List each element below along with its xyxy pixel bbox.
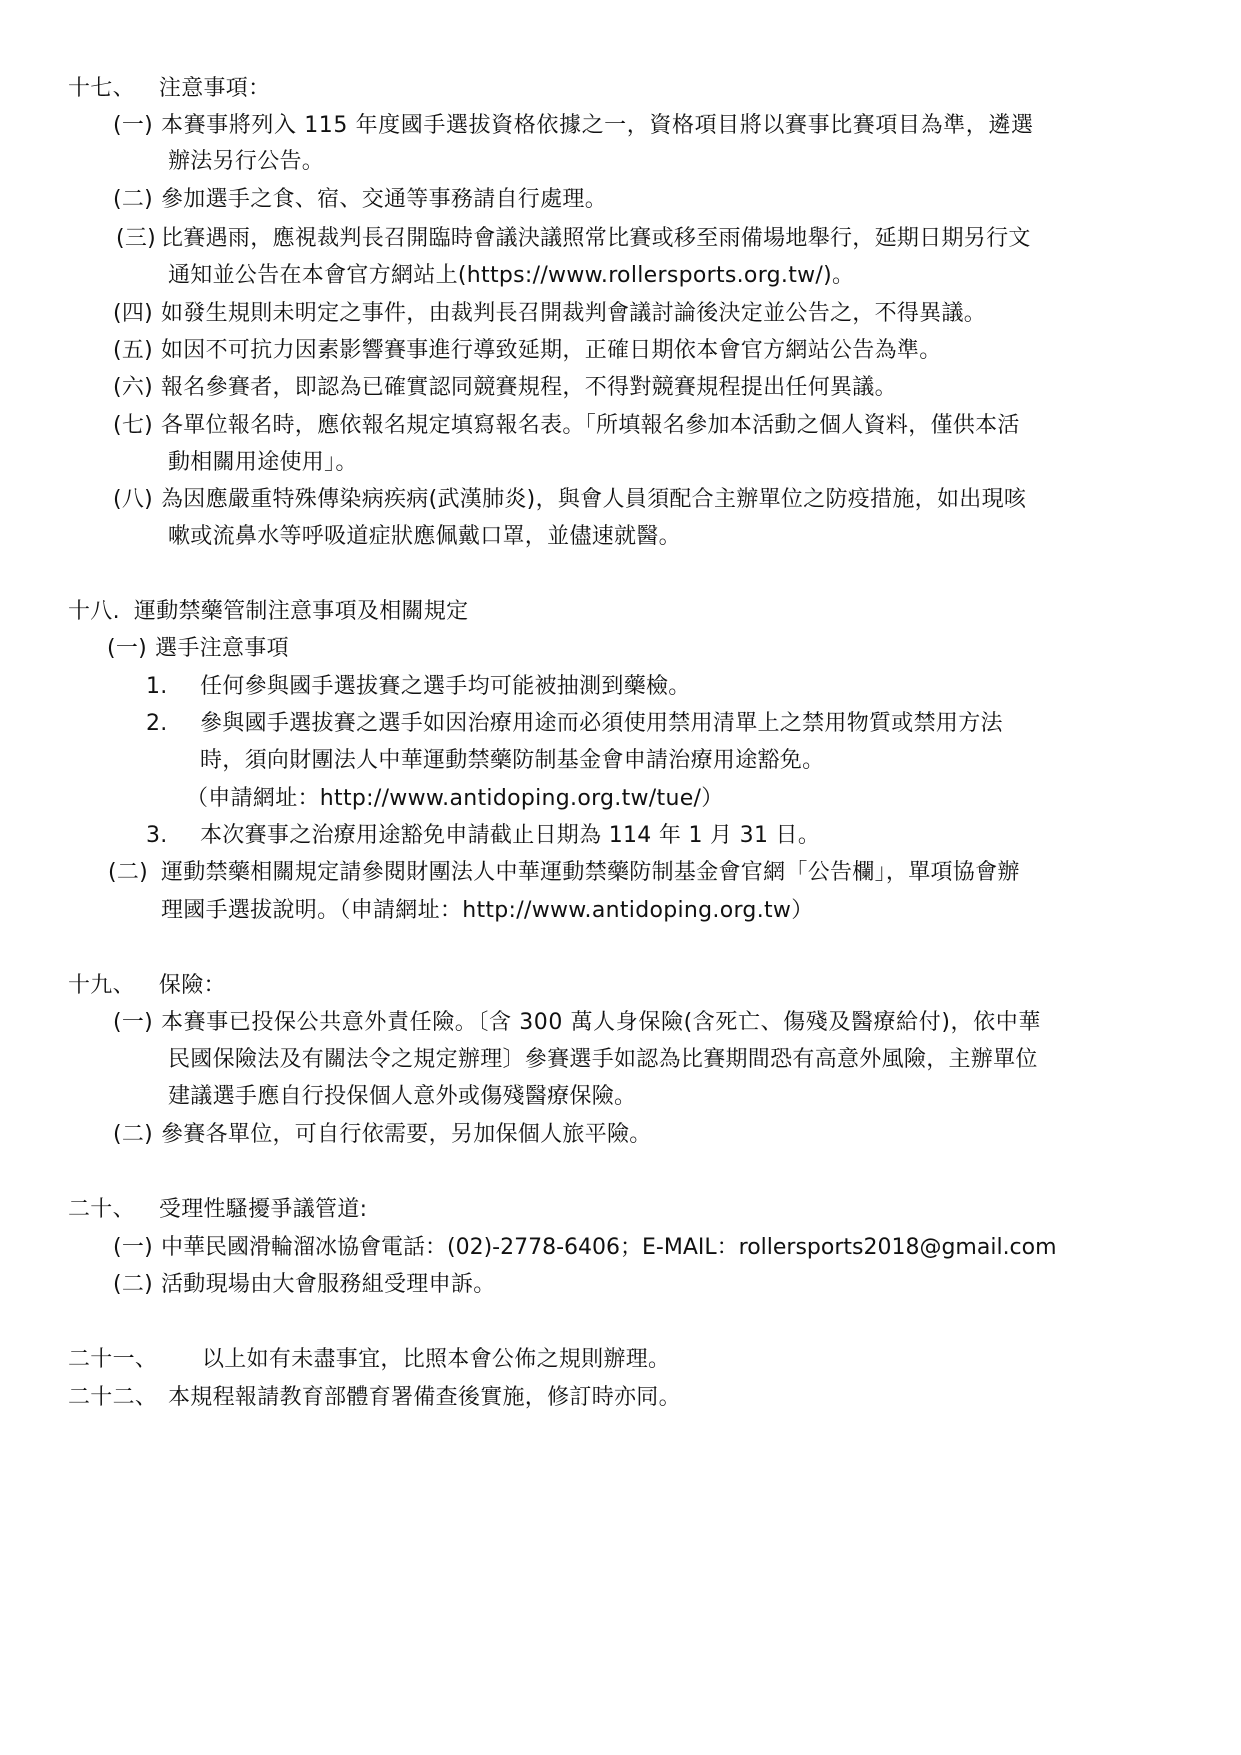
item-marker: (二) [113,1122,154,1147]
item-text: 任何參與國手選拔賽之選手均可能被抽測到藥檢。 [200,674,691,699]
item-text: （申請網址：http://www.antidoping.org.tw/tue/） [186,786,724,811]
item-marker: (五) [113,338,154,363]
item-text: 民國保險法及有關法令之規定辦理〕參賽選手如認為比賽期間恐有高意外風險，主辦單位 [168,1047,1038,1072]
subsection-title: 選手注意事項 [155,636,289,661]
section-number: 二十、 [68,1197,135,1222]
item-text: 報名參賽者，即認為已確實認同競賽規程，不得對競賽規程提出任何異議。 [161,375,897,400]
section-22-text: 本規程報請教育部體育署備查後實施，修訂時亦同。 [168,1385,681,1410]
list-item [113,1233,153,1263]
item-marker: (二) [108,860,149,885]
item-marker: (三) [116,226,157,251]
item-text: 運動禁藥相關規定請參閱財團法人中華運動禁藥防制基金會官網「公告欄」，單項協會辦 [161,860,1020,885]
section-number: 十八. [68,599,120,624]
numbered-item-marker: 2. [146,711,168,736]
list-item [113,336,153,366]
list-item [116,224,156,254]
item-text: 本賽事將列入 115 年度國手選拔資格依據之一，資格項目將以賽事比賽項目為準，遴選 [161,113,1034,138]
item-text: 辦法另行公告。 [168,149,325,174]
section-21-text: 以上如有未盡事宜，比照本會公佈之規則辦理。 [202,1347,671,1372]
list-item [113,485,153,515]
item-text: 各單位報名時，應依報名規定填寫報名表。「所填報名參加本活動之個人資料，僅供本活 [161,413,1020,438]
section-20-heading [68,1195,367,1225]
item-text: 嗽或流鼻水等呼吸道症狀應佩戴口罩，並儘速就醫。 [168,524,681,549]
section-22-number: 二十二、 [68,1385,158,1410]
section-title: 運動禁藥管制注意事項及相關規定 [133,599,469,624]
section-number: 十九、 [68,973,135,998]
section-number: 十七、 [68,76,135,101]
section-title: 注意事項： [158,76,271,101]
item-marker: (一) [113,113,154,138]
list-item [113,111,153,141]
item-marker: (二) [113,1272,154,1297]
item-text: 本賽事已投保公共意外責任險。〔含 300 萬人身保險(含死亡、傷殘及醫療給付)，依中華 [161,1010,1041,1035]
item-marker: (四) [113,301,154,326]
list-item [113,1120,153,1150]
item-text: 建議選手應自行投保個人意外或傷殘醫療保險。 [168,1084,637,1109]
list-item [113,1270,153,1300]
subsection-heading [107,634,289,664]
item-text: 比賽遇雨，應視裁判長召開臨時會議決議照常比賽或移至雨備場地舉行，延期日期另行文 [161,226,1031,251]
item-text: 中華民國滑輪溜冰協會電話：(02)-2778-6406；E-MAIL：rollersports2018@gmail.com [161,1235,1057,1260]
item-marker: (一) [113,1010,154,1035]
numbered-item-marker: 3. [146,823,168,848]
list-item [113,299,153,329]
item-marker: (一) [107,636,148,661]
item-text: 本次賽事之治療用途豁免申請截止日期為 114 年 1 月 31 日。 [200,823,821,848]
item-text: 動相關用途使用」。 [168,450,358,475]
item-marker: (一) [113,1235,154,1260]
numbered-item-marker: 1. [146,674,168,699]
item-marker: (八) [113,487,154,512]
item-text: 參賽各單位，可自行依需要，另加保個人旅平險。 [161,1122,652,1147]
list-item [113,185,153,215]
item-marker: (七) [113,413,154,438]
item-text: 通知並公告在本會官方網站上(https://www.rollersports.org.tw/)。 [168,263,855,288]
item-text: 參加選手之食、宿、交通等事務請自行處理。 [161,187,608,212]
section-title: 保險： [158,973,226,998]
section-19-heading [68,971,226,1001]
item-marker: (六) [113,375,154,400]
list-item [113,373,153,403]
item-text: 活動現場由大會服務組受理申訴。 [161,1272,496,1297]
item-text: 理國手選拔說明。（申請網址：http://www.antidoping.org.tw） [161,898,814,923]
section-17-heading [68,74,270,104]
list-item [113,1008,153,1038]
list-item [113,411,153,441]
item-text: 如發生規則未明定之事件，由裁判長召開裁判會議討論後決定並公告之，不得異議。 [161,301,987,326]
item-marker: (二) [113,187,154,212]
section-18-heading [68,597,468,627]
section-title: 受理性騷擾爭議管道: [158,1197,368,1222]
item-text: 如因不可抗力因素影響賽事進行導致延期，正確日期依本會官方網站公告為準。 [161,338,942,363]
section-21-number: 二十一、 [68,1347,158,1372]
item-text: 參與國手選拔賽之選手如因治療用途而必須使用禁用清單上之禁用物質或禁用方法 [200,711,1003,736]
list-item [108,858,148,888]
item-text: 時，須向財團法人中華運動禁藥防制基金會申請治療用途豁免。 [200,748,825,773]
item-text: 為因應嚴重特殊傳染病疾病(武漢肺炎)，與會人員須配合主辦單位之防疫措施，如出現咳 [161,487,1027,512]
